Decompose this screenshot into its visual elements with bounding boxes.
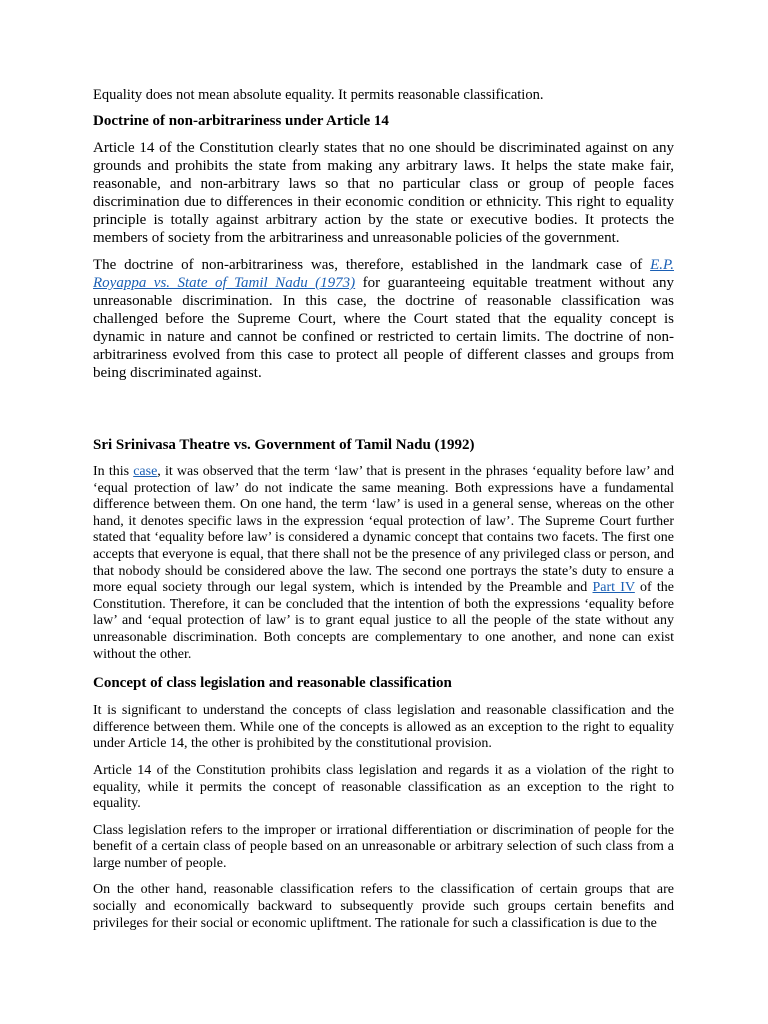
intro-text: Equality does not mean absolute equality. It permits reasonable classification. bbox=[93, 87, 544, 103]
concept-paragraph-3: Class legislation refers to the improper or irrational differentiation or discrimination of people for the benefit of a certain class of people based on an unreasonable or arbitrary selection of such class from a large number of people. bbox=[93, 822, 674, 871]
concept-paragraph-1: It is significant to understand the concepts of class legislation and reasonable classification and the difference between them. While one of the concepts is allowed as an exception to the right to equality under Article 14, the other is prohibited by the constitutional provision. bbox=[93, 703, 674, 752]
concept-paragraph-2: Article 14 of the Constitution prohibits class legislation and regards it as a violation of the right to equality, while it permits the concept of reasonable classification as an exception to the right to equality. bbox=[93, 762, 674, 812]
srinivasa-paragraph bbox=[93, 464, 674, 663]
doctrine-heading: Doctrine of non-arbitrariness under Article 14 bbox=[93, 113, 389, 129]
concept-paragraph-4: On the other hand, reasonable classification refers to the classification of certain groups that are socially and economically backward to subsequently provide such groups certain benefits and privileges for their social or economic upliftment. The rationale for such a classification is due to the bbox=[93, 882, 674, 931]
doctrine-p2-text-a: The doctrine of non-arbitrariness was, therefore, established in the landmark case of bbox=[93, 257, 651, 273]
concept-heading: Concept of class legislation and reasonable classification bbox=[93, 675, 452, 692]
royappa-case-link[interactable]: E.P. Royappa vs. State of Tamil Nadu (1973) bbox=[93, 257, 674, 291]
document-page bbox=[93, 86, 674, 932]
case-link[interactable]: case bbox=[133, 464, 158, 479]
srinivasa-text-b: , it was observed that the term ‘law’ that is present in the phrases ‘equality before law’ and ‘equal protection of law’ do not indicate the same meaning. Both expressions have a fundamental difference between them. On one hand, the term ‘law’ is used in a general sense, whereas on the other hand, it denotes specific laws in the expression ‘equal protection of law’. The Supreme Court further stated that ‘equality before law’ is considered a dynamic concept that contains two facets. The first one accepts that everyone is equal, that there shall not be the presence of any privileged class or person, and that nobody should be considered above the law. The second one portrays the state’s duty to ensure a more equal society through our legal system, which is intended by the Preamble and bbox=[93, 464, 675, 596]
srinivasa-text-a: In this bbox=[93, 464, 134, 479]
srinivasa-text-c: of the Constitution. Therefore, it can be concluded that the intention of both the expressions ‘equality before law’ and ‘equal protection of law’ is to grant equal justice to all the people of the state without any unreasonable discrimination. Both concepts are complementary to one another, and none can exist without the other. bbox=[93, 580, 675, 662]
doctrine-p2-text-b: for guaranteeing equitable treatment without any unreasonable discrimination. In this case, the doctrine of reasonable classification was challenged before the Supreme Court, where the Court stated that the equality concept is dynamic in nature and cannot be confined or restricted to certain limits. The doctrine of non-arbitrariness evolved from this case to protect all people of different classes and groups from being discriminated against. bbox=[93, 275, 675, 381]
doctrine-paragraph-2 bbox=[93, 256, 674, 382]
part-iv-link[interactable]: Part IV bbox=[592, 580, 635, 596]
doctrine-paragraph-1: Article 14 of the Constitution clearly states that no one should be discriminated against on any grounds and prohibits the state from making any arbitrary laws. It helps the state make fair, reasonable, and non-arbitrary laws so that no particular class or group of people faces discrimination due to differences in their economic condition or ethnicity. This right to equality principle is totally against arbitrary action by the state or executive bodies. It protects the members of society from the arbitrariness and unreasonable policies of the government. bbox=[93, 140, 674, 246]
srinivasa-heading: Sri Srinivasa Theatre vs. Government of Tamil Nadu (1992) bbox=[93, 437, 475, 453]
